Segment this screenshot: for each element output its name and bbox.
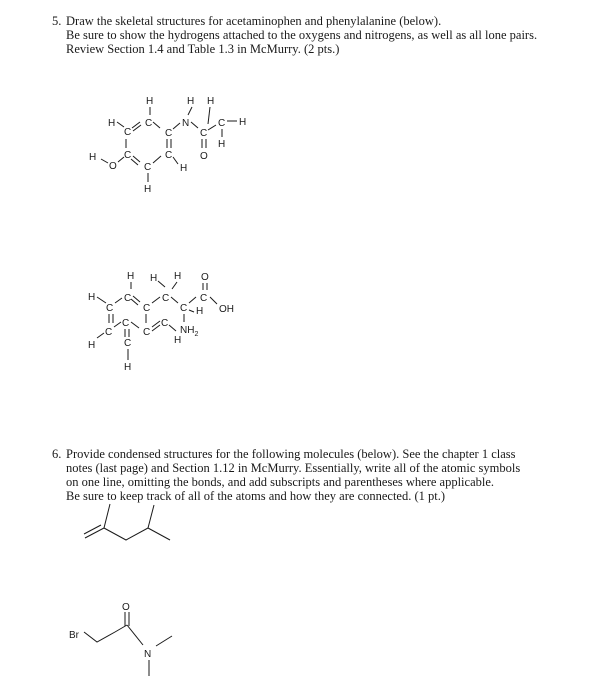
atom-c: C bbox=[144, 162, 152, 173]
atom-c: C bbox=[145, 118, 153, 129]
question-5-line-1: Draw the skeletal structures for acetaminophen and phenylalanine (below). bbox=[66, 14, 442, 28]
atom-c: C bbox=[143, 327, 151, 338]
atom-h: H bbox=[88, 340, 96, 351]
atom-c: C bbox=[200, 293, 208, 304]
bond-line bbox=[84, 625, 127, 642]
atom-n: N bbox=[182, 118, 190, 129]
atom-o: O bbox=[200, 151, 208, 162]
atom-h: H bbox=[218, 139, 226, 150]
atom-oh: OH bbox=[219, 304, 234, 315]
atom-c: C bbox=[124, 338, 132, 349]
atom-c: C bbox=[200, 128, 208, 139]
bond-line bbox=[127, 625, 143, 645]
atom-c: C bbox=[124, 150, 132, 161]
question-5-line-3: Review Section 1.4 and Table 1.3 in McMurry. (2 pts.) bbox=[66, 42, 340, 56]
atom-h: H bbox=[207, 96, 215, 107]
question-6-line-1: Provide condensed structures for the following molecules (below). See the chapter 1 class bbox=[66, 447, 516, 461]
question-5-line-2: Be sure to show the hydrogens attached to the oxygens and nitrogens, as well as all lone pairs. bbox=[66, 28, 538, 42]
atom-o: O bbox=[122, 602, 130, 613]
atom-o: O bbox=[109, 161, 117, 172]
atom-h: H bbox=[127, 271, 135, 282]
atom-c: C bbox=[105, 327, 113, 338]
atom-h: H bbox=[124, 362, 132, 373]
atom-h: H bbox=[88, 292, 96, 303]
atom-c: C bbox=[143, 303, 151, 314]
atom-n: N bbox=[144, 649, 152, 660]
atom-h: H bbox=[150, 273, 158, 284]
question-5-number: 5. bbox=[52, 14, 62, 28]
atom-o: O bbox=[201, 272, 209, 283]
atom-h: H bbox=[108, 118, 116, 129]
question-6-number: 6. bbox=[52, 447, 62, 461]
atom-c: C bbox=[124, 293, 132, 304]
question-6-line-4: Be sure to keep track of all of the atoms and how they are connected. (1 pt.) bbox=[66, 489, 446, 503]
atom-h: H bbox=[187, 96, 195, 107]
atom-nh2: $NH_2$ bbox=[180, 325, 199, 338]
atom-c: C bbox=[165, 128, 173, 139]
atom-h: H bbox=[180, 163, 188, 174]
atom-c: C bbox=[122, 318, 130, 329]
atom-c: C bbox=[165, 150, 173, 161]
atom-h: H bbox=[144, 184, 152, 195]
atom-c: C bbox=[161, 318, 169, 329]
atom-c: C bbox=[124, 127, 132, 138]
atom-h: H bbox=[239, 117, 247, 128]
atom-h: H bbox=[146, 96, 154, 107]
bond-line bbox=[156, 636, 172, 646]
atom-h: H bbox=[174, 271, 182, 282]
question-6-line-2: notes (last page) and Section 1.12 in McMurry. Essentially, write all of the atomic symbols bbox=[66, 461, 521, 475]
atom-c: C bbox=[218, 118, 226, 129]
atom-c: C bbox=[106, 303, 114, 314]
atom-br: Br bbox=[69, 630, 79, 641]
atom-h: H bbox=[174, 335, 182, 346]
atom-c: C bbox=[180, 303, 188, 314]
atom-h: H bbox=[196, 306, 204, 317]
question-6-line-3: on one line, omitting the bonds, and add subscripts and parentheses where applicable. bbox=[66, 475, 495, 489]
atom-c: C bbox=[162, 293, 170, 304]
atom-h: H bbox=[89, 152, 97, 163]
